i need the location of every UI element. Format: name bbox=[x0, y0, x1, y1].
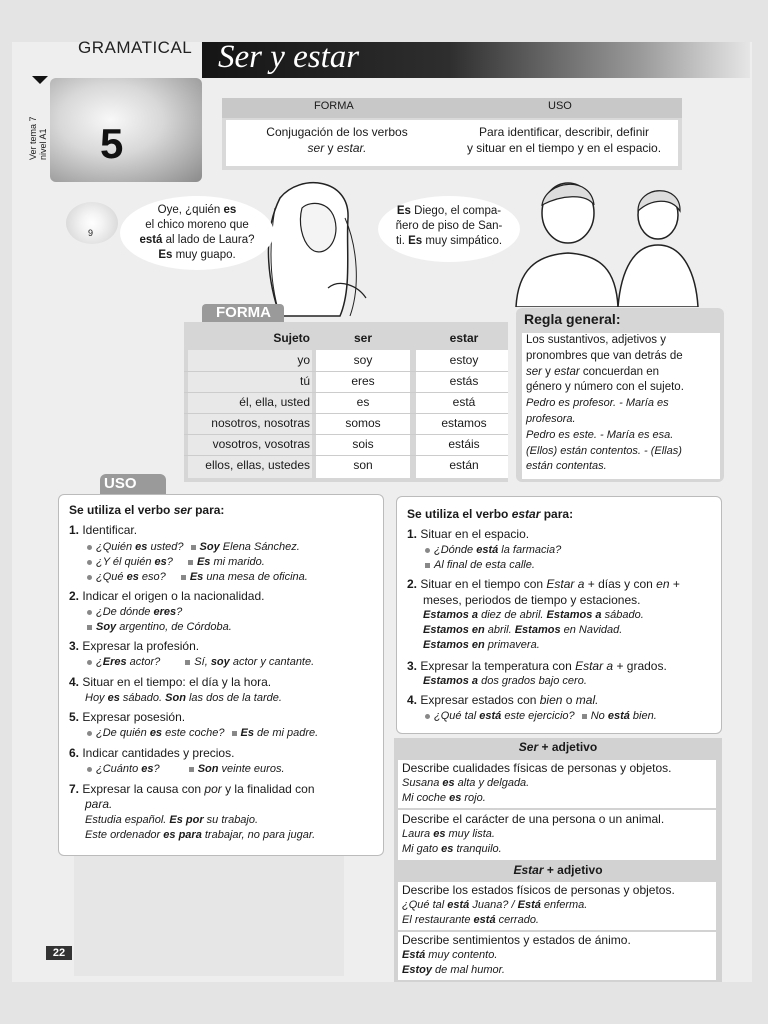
estar-adjetivo-header: Estar + adjetivo bbox=[513, 863, 603, 877]
estar-use-2-cont: meses, periodos de tiempo y estaciones. bbox=[423, 593, 641, 607]
estar-use-4: 4. Expresar estados con bien o mal. bbox=[407, 693, 599, 707]
table-row: vosotros, vosotras sois estáis bbox=[184, 434, 508, 456]
regla-title: Regla general: bbox=[524, 311, 621, 327]
uso-text: Para identificar, describir, definir y situar en el tiempo y en el espacio. bbox=[466, 125, 662, 155]
section-label: GRAMATICAL bbox=[78, 38, 193, 57]
list-item: Soy argentino, de Córdoba. bbox=[87, 621, 232, 633]
estar-adjetivo-physical: Describe los estados físicos de personas y objetos. ¿Qué tal está Juana? / Está enferma. El restaurante está cerrado. bbox=[398, 882, 716, 930]
speech-bubble-answer: Es Diego, el compa- ñero de piso de San- ti. Es muy simpático. bbox=[378, 196, 520, 262]
list-item: Estamos a diez de abril. Estamos a sábado. bbox=[423, 609, 644, 621]
ser-use-5: 5. Expresar posesión. bbox=[69, 710, 186, 724]
ser-use-7: 7. Expresar la causa con por y la finalidad con bbox=[69, 782, 315, 796]
ser-adjetivo-physical: Describe cualidades físicas de personas y objetos. Susana es alta y delgada. Mi coche es rojo. bbox=[398, 760, 716, 808]
list-item: ¿De quién es este coche? Es de mi padre. bbox=[87, 727, 318, 739]
speech-bubble-question: Oye, ¿quién es el chico moreno que está al lado de Laura? Es muy guapo. bbox=[120, 196, 274, 270]
estar-uses-box bbox=[396, 496, 722, 734]
list-item: ¿Qué tal está este ejercicio? No está bien. bbox=[425, 710, 657, 722]
forma-header: FORMA bbox=[314, 100, 354, 112]
ser-use-4: 4. Situar en el tiempo: el día y la hora. bbox=[69, 675, 272, 689]
list-item: ¿Quién es usted? Soy Elena Sánchez. bbox=[87, 541, 300, 553]
adjective-tables bbox=[394, 738, 722, 982]
table-row: él, ella, usted es está bbox=[184, 392, 508, 414]
ser-use-7-cont: para. bbox=[85, 797, 113, 811]
regla-text: Los sustantivos, adjetivos y pronombres que van detrás de ser y estar concuerdan en género y número con el sujeto. Pedro es profesor. - María es profesora. Pedro es este. - María es esa. (Ellos) están contentos. - (Ellas) están contentas. bbox=[522, 333, 720, 479]
empty-panel bbox=[74, 856, 344, 976]
uso-header: USO bbox=[548, 100, 572, 112]
unit-number: 5 bbox=[100, 120, 124, 167]
list-item: Estudia español. Es por su trabajo. bbox=[85, 814, 259, 826]
estar-heading: Se utiliza el verbo estar para: bbox=[407, 507, 574, 521]
conjugation-table bbox=[184, 322, 508, 482]
list-item: ¿Cuánto es? Son veinte euros. bbox=[87, 763, 285, 775]
list-item: Al final de esta calle. bbox=[425, 559, 535, 571]
list-item: Hoy es sábado. Son las dos de la tarde. bbox=[85, 692, 282, 704]
page-title: Ser y estar bbox=[218, 39, 360, 75]
ser-use-6: 6. Indicar cantidades y precios. bbox=[69, 746, 235, 760]
puzzle-image bbox=[50, 78, 202, 182]
estar-use-1: 1. Situar en el espacio. bbox=[407, 527, 530, 541]
cd-track-number: 9 bbox=[88, 228, 94, 238]
arrow-down-icon bbox=[32, 76, 48, 84]
list-item: ¿De dónde eres? bbox=[87, 606, 182, 618]
estar-use-3: 3. Expresar la temperatura con Estar a + grados. bbox=[407, 659, 667, 673]
uso-label: USO bbox=[104, 475, 137, 492]
list-item: Estamos en abril. Estamos en Navidad. bbox=[423, 624, 623, 636]
estar-use-2: 2. Situar en el tiempo con Estar a + días y con en + bbox=[407, 577, 680, 591]
ser-heading: Se utiliza el verbo ser para: bbox=[69, 503, 225, 517]
list-item: ¿Eres actor? Sí, soy actor y cantante. bbox=[87, 656, 314, 668]
table-row: nosotros, nosotras somos estamos bbox=[184, 413, 508, 435]
forma-uso-summary bbox=[222, 98, 682, 170]
side-note: Ver tema 7 nivel A1 bbox=[28, 116, 48, 160]
forma-label: FORMA bbox=[216, 304, 271, 321]
ser-use-1: 1. Identificar. bbox=[69, 523, 138, 537]
page-number: 22 bbox=[46, 946, 72, 960]
ser-adjetivo-character: Describe el carácter de una persona o un animal. Laura es muy lista. Mi gato es tranquilo. bbox=[398, 810, 716, 860]
ser-use-3: 3. Expresar la profesión. bbox=[69, 639, 200, 653]
list-item: Estamos en primavera. bbox=[423, 639, 540, 651]
table-row: yo soy estoy bbox=[184, 350, 508, 372]
list-item: ¿Qué es eso? Es una mesa de oficina. bbox=[87, 571, 308, 583]
forma-text: Conjugación de los verbos ser y estar. bbox=[266, 125, 408, 155]
table-header-row: Sujeto ser estar bbox=[273, 331, 479, 345]
couple-illustration bbox=[506, 175, 706, 307]
estar-adjetivo-feelings: Describe sentimientos y estados de ánimo. Está muy contento. Estoy de mal humor. bbox=[398, 932, 716, 980]
list-item: ¿Y él quién es? Es mi marido. bbox=[87, 556, 265, 568]
ser-uses-box bbox=[58, 494, 384, 856]
table-row: tú eres estás bbox=[184, 371, 508, 393]
ser-use-2: 2. Indicar el origen o la nacionalidad. bbox=[69, 589, 265, 603]
list-item: Estamos a dos grados bajo cero. bbox=[423, 675, 587, 687]
ser-adjetivo-header: Ser + adjetivo bbox=[518, 740, 598, 754]
table-row: ellos, ellas, ustedes son están bbox=[205, 458, 479, 472]
list-item: ¿Dónde está la farmacia? bbox=[425, 544, 561, 556]
list-item: Este ordenador es para trabajar, no para jugar. bbox=[85, 829, 316, 841]
